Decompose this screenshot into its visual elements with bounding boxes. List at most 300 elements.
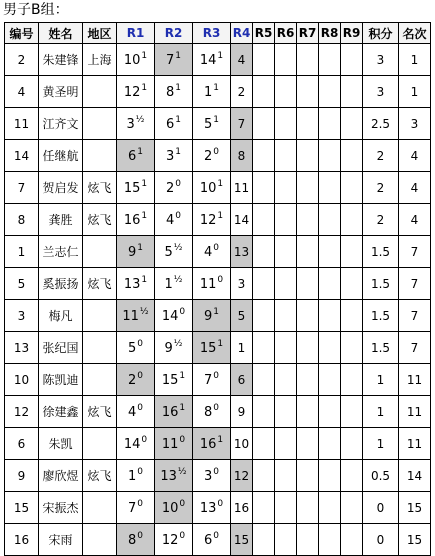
table-row: [5, 140, 431, 172]
player-score: 1.5: [363, 300, 399, 332]
round-r2-result: 0: [179, 499, 186, 509]
round-r3-cell: [193, 108, 231, 140]
group-title: 男子B组：: [3, 2, 69, 18]
round-r3-cell: [193, 268, 231, 300]
round-r7-cell: [297, 140, 319, 172]
round-r2-result: 1: [175, 115, 181, 125]
player-region: 炫飞: [83, 396, 117, 428]
round-r5-cell: [253, 44, 275, 76]
round-r3-cell: [193, 44, 231, 76]
round-r6-cell: [275, 236, 297, 268]
player-region: [83, 332, 117, 364]
player-score: 1.5: [363, 236, 399, 268]
round-r9-cell: [341, 76, 363, 108]
round-r1-result: 1: [141, 275, 148, 285]
round-r2-cell: [155, 76, 193, 108]
round-r9-cell: [341, 108, 363, 140]
round-r1-opponent: 14: [123, 437, 141, 452]
round-r1-result: 1: [141, 211, 148, 221]
player-rank: 4: [399, 172, 431, 204]
round-r5-cell: [253, 236, 275, 268]
round-r1-opponent: 10: [123, 53, 141, 68]
round-r2-opponent: 15: [161, 373, 179, 388]
player-region: 炫飞: [83, 460, 117, 492]
player-region: 炫飞: [83, 204, 117, 236]
round-r3-cell: [193, 460, 231, 492]
player-id: 15: [5, 492, 39, 524]
round-r3-opponent: 5: [203, 117, 213, 132]
round-r2-opponent: 2: [165, 181, 175, 196]
round-r8-cell: [319, 460, 341, 492]
player-rank: 7: [399, 268, 431, 300]
round-r3-result: 0: [213, 531, 219, 541]
round-r8-cell: [319, 268, 341, 300]
round-r6-cell: [275, 364, 297, 396]
round-r2-opponent: 16: [161, 405, 179, 420]
round-r3-opponent: 14: [199, 53, 217, 68]
table-row: [5, 268, 431, 300]
header-r9: R9: [341, 23, 363, 44]
round-r5-cell: [253, 268, 275, 300]
round-r4-opponent: 4: [231, 44, 253, 76]
round-r2-cell: [155, 364, 193, 396]
round-r1-opponent: 9: [127, 245, 137, 260]
player-score: 3: [363, 76, 399, 108]
header-r8: R8: [319, 23, 341, 44]
player-rank: 15: [399, 492, 431, 524]
player-rank: 11: [399, 428, 431, 460]
round-r3-cell: [193, 236, 231, 268]
round-r4-opponent: 2: [231, 76, 253, 108]
round-r1-cell: [117, 204, 155, 236]
round-r3-opponent: 8: [203, 405, 213, 420]
table-row: [5, 396, 431, 428]
round-r8-cell: [319, 108, 341, 140]
table-row: [5, 364, 431, 396]
round-r3-result: 0: [213, 403, 219, 413]
round-r2-cell: [155, 204, 193, 236]
header-region: 地区: [83, 23, 117, 44]
player-id: 2: [5, 44, 39, 76]
round-r1-cell: [117, 428, 155, 460]
player-rank: 7: [399, 300, 431, 332]
round-r7-cell: [297, 364, 319, 396]
header-r7: R7: [297, 23, 319, 44]
player-id: 7: [5, 172, 39, 204]
header-r4: R4: [231, 23, 253, 44]
table-row: [5, 492, 431, 524]
round-r2-opponent: 12: [161, 533, 179, 548]
round-r1-opponent: 4: [127, 405, 137, 420]
header-id: 编号: [5, 23, 39, 44]
round-r2-opponent: 9: [164, 341, 173, 356]
player-name: 奚振扬: [39, 268, 83, 300]
player-region: [83, 364, 117, 396]
round-r3-result: 1: [213, 83, 219, 93]
round-r4-opponent: 10: [231, 428, 253, 460]
round-r2-cell: [155, 44, 193, 76]
round-r6-cell: [275, 492, 297, 524]
round-r3-cell: [193, 204, 231, 236]
player-name: 兰志仁: [39, 236, 83, 268]
round-r2-result: ½: [177, 467, 187, 477]
round-r7-cell: [297, 396, 319, 428]
player-score: 1.5: [363, 268, 399, 300]
round-r9-cell: [341, 396, 363, 428]
round-r2-opponent: 11: [161, 437, 179, 452]
table-row: [5, 204, 431, 236]
player-name: 朱建锋: [39, 44, 83, 76]
round-r5-cell: [253, 396, 275, 428]
round-r1-result: 0: [137, 499, 143, 509]
round-r2-cell: [155, 268, 193, 300]
round-r4-opponent: 14: [231, 204, 253, 236]
player-name: 张纪国: [39, 332, 83, 364]
round-r7-cell: [297, 268, 319, 300]
round-r5-cell: [253, 364, 275, 396]
player-name: 宋雨: [39, 524, 83, 556]
player-score: 1: [363, 428, 399, 460]
player-score: 0: [363, 524, 399, 556]
round-r3-result: 0: [213, 371, 219, 381]
round-r5-cell: [253, 428, 275, 460]
round-r3-result: 0: [213, 467, 219, 477]
round-r2-result: 1: [175, 147, 181, 157]
round-r1-opponent: 7: [127, 501, 137, 516]
round-r2-result: 0: [179, 531, 186, 541]
round-r3-result: 0: [217, 499, 224, 509]
round-r8-cell: [319, 364, 341, 396]
round-r6-cell: [275, 428, 297, 460]
player-id: 13: [5, 332, 39, 364]
round-r3-cell: [193, 76, 231, 108]
round-r7-cell: [297, 172, 319, 204]
round-r7-cell: [297, 460, 319, 492]
round-r6-cell: [275, 268, 297, 300]
player-name: 朱凯: [39, 428, 83, 460]
round-r3-opponent: 4: [203, 245, 213, 260]
round-r3-cell: [193, 332, 231, 364]
round-r9-cell: [341, 460, 363, 492]
round-r5-cell: [253, 300, 275, 332]
round-r2-opponent: 7: [165, 53, 175, 68]
round-r2-cell: [155, 332, 193, 364]
table-row: [5, 332, 431, 364]
round-r1-opponent: 8: [127, 533, 137, 548]
round-r9-cell: [341, 204, 363, 236]
player-score: 2: [363, 204, 399, 236]
round-r5-cell: [253, 204, 275, 236]
round-r2-result: 0: [179, 307, 186, 317]
player-name: 江齐文: [39, 108, 83, 140]
player-region: [83, 108, 117, 140]
round-r5-cell: [253, 492, 275, 524]
round-r2-result: 0: [175, 211, 181, 221]
round-r1-cell: [117, 268, 155, 300]
round-r9-cell: [341, 268, 363, 300]
header-score: 积分: [363, 23, 399, 44]
player-id: 6: [5, 428, 39, 460]
player-id: 8: [5, 204, 39, 236]
round-r6-cell: [275, 396, 297, 428]
round-r2-cell: [155, 428, 193, 460]
round-r1-result: 1: [141, 179, 148, 189]
player-name: 黄圣明: [39, 76, 83, 108]
round-r3-opponent: 16: [199, 437, 217, 452]
round-r2-cell: [155, 140, 193, 172]
player-rank: 1: [399, 76, 431, 108]
round-r4-opponent: 13: [231, 236, 253, 268]
round-r6-cell: [275, 76, 297, 108]
player-score: 0.5: [363, 460, 399, 492]
header-r6: R6: [275, 23, 297, 44]
round-r6-cell: [275, 460, 297, 492]
round-r1-result: ½: [135, 115, 145, 125]
round-r5-cell: [253, 332, 275, 364]
round-r5-cell: [253, 460, 275, 492]
round-r1-cell: [117, 396, 155, 428]
player-id: 4: [5, 76, 39, 108]
table-row: [5, 300, 431, 332]
player-rank: 4: [399, 204, 431, 236]
table-row: [5, 76, 431, 108]
player-region: [83, 236, 117, 268]
round-r3-cell: [193, 172, 231, 204]
round-r1-opponent: 3: [126, 117, 135, 132]
round-r8-cell: [319, 140, 341, 172]
player-rank: 7: [399, 332, 431, 364]
round-r9-cell: [341, 44, 363, 76]
round-r3-opponent: 1: [203, 85, 213, 100]
round-r1-cell: [117, 460, 155, 492]
round-r2-opponent: 3: [165, 149, 175, 164]
round-r3-opponent: 13: [199, 501, 217, 516]
header-row: [5, 23, 431, 44]
round-r2-opponent: 13: [160, 469, 177, 484]
round-r4-opponent: 9: [231, 396, 253, 428]
round-r1-cell: [117, 76, 155, 108]
player-id: 14: [5, 140, 39, 172]
round-r3-opponent: 11: [199, 277, 217, 292]
round-r7-cell: [297, 204, 319, 236]
player-region: 炫飞: [83, 268, 117, 300]
round-r1-opponent: 11: [122, 309, 139, 324]
round-r6-cell: [275, 108, 297, 140]
round-r8-cell: [319, 236, 341, 268]
header-r2: R2: [155, 23, 193, 44]
player-region: [83, 492, 117, 524]
table-row: [5, 460, 431, 492]
player-name: 廖欣煜: [39, 460, 83, 492]
player-rank: 1: [399, 44, 431, 76]
round-r7-cell: [297, 108, 319, 140]
round-r1-cell: [117, 44, 155, 76]
round-r1-cell: [117, 236, 155, 268]
round-r3-result: 0: [217, 275, 224, 285]
round-r2-opponent: 1: [164, 277, 173, 292]
player-rank: 11: [399, 396, 431, 428]
round-r3-result: 1: [217, 435, 224, 445]
table-row: [5, 108, 431, 140]
player-score: 2: [363, 172, 399, 204]
round-r4-opponent: 12: [231, 460, 253, 492]
round-r7-cell: [297, 44, 319, 76]
player-name: 宋振杰: [39, 492, 83, 524]
round-r1-result: 1: [141, 83, 148, 93]
standings-table: [4, 22, 431, 556]
round-r9-cell: [341, 236, 363, 268]
round-r3-opponent: 15: [199, 341, 217, 356]
round-r1-cell: [117, 364, 155, 396]
round-r1-opponent: 12: [123, 85, 141, 100]
player-rank: 14: [399, 460, 431, 492]
round-r2-result: ½: [173, 339, 183, 349]
round-r2-cell: [155, 460, 193, 492]
round-r8-cell: [319, 300, 341, 332]
round-r7-cell: [297, 332, 319, 364]
round-r1-cell: [117, 172, 155, 204]
table-row: [5, 428, 431, 460]
round-r5-cell: [253, 140, 275, 172]
player-region: [83, 428, 117, 460]
round-r2-opponent: 4: [165, 213, 175, 228]
round-r9-cell: [341, 364, 363, 396]
round-r1-opponent: 1: [127, 469, 137, 484]
round-r8-cell: [319, 332, 341, 364]
round-r8-cell: [319, 44, 341, 76]
round-r2-opponent: 6: [165, 117, 175, 132]
round-r2-cell: [155, 396, 193, 428]
player-region: 炫飞: [83, 172, 117, 204]
round-r9-cell: [341, 428, 363, 460]
round-r2-result: 1: [175, 83, 181, 93]
round-r8-cell: [319, 76, 341, 108]
round-r8-cell: [319, 492, 341, 524]
round-r1-result: 1: [137, 243, 143, 253]
round-r2-opponent: 5: [164, 245, 173, 260]
header-rank: 名次: [399, 23, 431, 44]
round-r1-opponent: 2: [127, 373, 137, 388]
player-rank: 3: [399, 108, 431, 140]
header-r1: R1: [117, 23, 155, 44]
player-score: 2.5: [363, 108, 399, 140]
player-score: 2: [363, 140, 399, 172]
player-score: 1: [363, 396, 399, 428]
round-r1-result: 1: [137, 147, 143, 157]
round-r8-cell: [319, 172, 341, 204]
table-row: [5, 172, 431, 204]
round-r3-opponent: 3: [203, 469, 213, 484]
round-r4-opponent: 11: [231, 172, 253, 204]
round-r6-cell: [275, 44, 297, 76]
round-r2-opponent: 14: [161, 309, 179, 324]
round-r1-result: 0: [141, 435, 148, 445]
round-r1-cell: [117, 300, 155, 332]
round-r3-cell: [193, 140, 231, 172]
round-r3-opponent: 9: [203, 309, 213, 324]
round-r9-cell: [341, 332, 363, 364]
round-r3-opponent: 2: [203, 149, 213, 164]
round-r9-cell: [341, 140, 363, 172]
round-r3-cell: [193, 396, 231, 428]
round-r6-cell: [275, 140, 297, 172]
standings-body: [5, 44, 431, 556]
round-r3-cell: [193, 300, 231, 332]
round-r5-cell: [253, 76, 275, 108]
player-id: 16: [5, 524, 39, 556]
player-rank: 11: [399, 364, 431, 396]
round-r9-cell: [341, 172, 363, 204]
player-region: [83, 300, 117, 332]
round-r1-result: 0: [137, 403, 143, 413]
round-r5-cell: [253, 172, 275, 204]
player-region: [83, 76, 117, 108]
header-name: 姓名: [39, 23, 83, 44]
round-r2-cell: [155, 300, 193, 332]
round-r2-result: ½: [173, 275, 183, 285]
player-score: 0: [363, 492, 399, 524]
round-r4-opponent: 3: [231, 268, 253, 300]
round-r3-result: 1: [217, 51, 224, 61]
player-id: 9: [5, 460, 39, 492]
player-id: 12: [5, 396, 39, 428]
round-r7-cell: [297, 236, 319, 268]
player-score: 1: [363, 364, 399, 396]
round-r1-result: 0: [137, 339, 143, 349]
round-r1-result: 0: [137, 531, 143, 541]
round-r4-opponent: 5: [231, 300, 253, 332]
round-r4-opponent: 6: [231, 364, 253, 396]
round-r1-cell: [117, 332, 155, 364]
round-r2-result: 1: [179, 403, 186, 413]
round-r3-cell: [193, 492, 231, 524]
round-r1-cell: [117, 492, 155, 524]
player-rank: 4: [399, 140, 431, 172]
header-r3: R3: [193, 23, 231, 44]
player-name: 陈凯迪: [39, 364, 83, 396]
round-r4-opponent: 15: [231, 524, 253, 556]
round-r3-opponent: 12: [199, 213, 217, 228]
player-score: 3: [363, 44, 399, 76]
round-r1-opponent: 6: [127, 149, 137, 164]
round-r1-result: 0: [137, 371, 143, 381]
round-r2-result: 0: [175, 179, 181, 189]
round-r1-result: 0: [137, 467, 143, 477]
round-r1-cell: [117, 108, 155, 140]
player-name: 贺启发: [39, 172, 83, 204]
player-id: 10: [5, 364, 39, 396]
round-r2-result: ½: [173, 243, 183, 253]
round-r1-opponent: 5: [127, 341, 137, 356]
round-r3-result: 0: [213, 243, 219, 253]
player-id: 1: [5, 236, 39, 268]
player-rank: 7: [399, 236, 431, 268]
round-r2-cell: [155, 236, 193, 268]
player-name: 任继航: [39, 140, 83, 172]
round-r8-cell: [319, 204, 341, 236]
round-r2-cell: [155, 108, 193, 140]
round-r5-cell: [253, 108, 275, 140]
player-score: 1.5: [363, 332, 399, 364]
round-r2-result: 1: [179, 371, 186, 381]
round-r3-opponent: 7: [203, 373, 213, 388]
player-name: 徐建鑫: [39, 396, 83, 428]
player-id: 5: [5, 268, 39, 300]
player-region: 上海: [83, 44, 117, 76]
round-r1-opponent: 16: [123, 213, 141, 228]
round-r1-opponent: 13: [123, 277, 141, 292]
round-r9-cell: [341, 492, 363, 524]
